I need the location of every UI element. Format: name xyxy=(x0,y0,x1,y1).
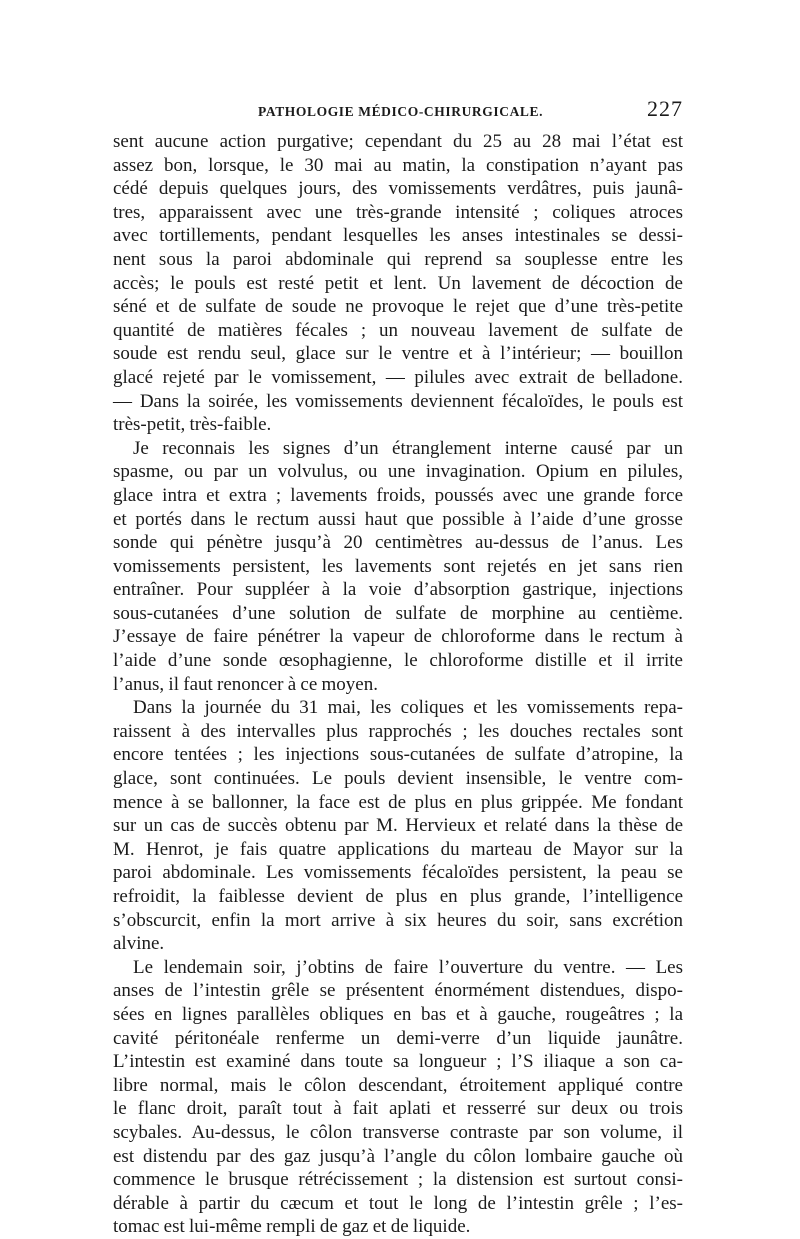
text-line: très-petit, très-faible. xyxy=(113,414,272,436)
text-line: refroidit, la faiblesse devient de plus en plus grande, l’intelligence xyxy=(113,886,683,907)
paragraph xyxy=(113,956,683,1239)
text-line: mence à se ballonner, la face est de plus en plus grippée. Me fondant xyxy=(113,791,683,813)
page-header xyxy=(113,96,683,126)
text-line: est distendu par des gaz jusqu’à l’angle du côlon lombaire gauche où xyxy=(113,1145,683,1167)
text-line: cavité péritonéale renferme un demi-verre d’un liquide jaunâtre. xyxy=(113,1027,683,1049)
text-line: soude est rendu seul, glace sur le ventre et à l’intérieur; — bouillon xyxy=(113,343,683,365)
text-line: sur un cas de succès obtenu par M. Hervieux et relaté dans la thèse de xyxy=(113,815,683,837)
text-line: raissent à des intervalles plus rapprochés ; les douches rectales sont xyxy=(113,720,683,742)
text-line: glace, sont continuées. Le pouls devient insensible, le ventre com- xyxy=(113,768,683,790)
text-line: l’anus, il faut renoncer à ce moyen. xyxy=(113,673,378,695)
text-line: Dans la journée du 31 mai, les coliques et les vomissements repa- xyxy=(133,697,683,719)
text-line: vomissements persistent, les lavements sont rejetés en jet sans rien xyxy=(113,555,683,577)
text-line: entraîner. Pour suppléer à la voie d’absorption gastrique, injections xyxy=(113,579,683,601)
text-line: commence le brusque rétrécissement ; la distension est surtout consi- xyxy=(113,1169,683,1191)
text-line: accès; le pouls est resté petit et lent. Un lavement de décoction de xyxy=(113,272,683,294)
text-line: sent aucune action purgative; cependant du 25 au 28 mai l’état est xyxy=(113,131,683,152)
text-line: tomac est lui-même rempli de gaz et de liquide. xyxy=(113,1216,471,1238)
body-text xyxy=(113,130,683,1239)
text-line: spasme, ou par un volvulus, ou une invagination. Opium en pilules, xyxy=(113,461,683,483)
text-line: glace intra et extra ; lavements froids, poussés avec une grande force xyxy=(113,484,683,506)
text-line: nent sous la paroi abdominale qui reprend sa souplesse entre les xyxy=(113,248,683,270)
text-line: scybales. Au-dessus, le côlon transverse contraste par son volume, il xyxy=(113,1121,683,1143)
text-line: alvine. xyxy=(113,933,165,955)
paragraph xyxy=(113,437,683,697)
text-line: libre normal, mais le côlon descendant, étroitement appliqué contre xyxy=(113,1074,683,1096)
text-line: encore tentées ; les injections sous-cutanées de sulfate d’atropine, la xyxy=(113,744,683,766)
page-number: 227 xyxy=(647,96,683,121)
text-line: tres, apparaissent avec une très-grande intensité ; coliques atroces xyxy=(113,201,683,223)
text-line: assez bon, lorsque, le 30 mai au matin, la constipation n’ayant pas xyxy=(113,154,683,176)
text-line: s’obscurcit, enfin la mort arrive à six heures du soir, sans excrétion xyxy=(113,909,683,931)
text-line: avec tortillements, pendant lesquelles les anses intestinales se dessi- xyxy=(113,225,683,247)
text-line: Je reconnais les signes d’un étranglement interne causé par un xyxy=(133,437,683,459)
text-line: L’intestin est examiné dans toute sa longueur ; l’S iliaque a son ca- xyxy=(113,1051,683,1073)
paragraph xyxy=(113,696,683,956)
text-line: et portés dans le rectum aussi haut que possible à l’aide d’une grosse xyxy=(113,508,683,530)
text-line: — Dans la soirée, les vomissements deviennent fécaloïdes, le pouls est xyxy=(113,390,683,412)
text-line: le flanc droit, paraît tout à fait aplati et resserré sur deux ou trois xyxy=(113,1098,683,1120)
text-line: l’aide d’une sonde œsophagienne, le chloroforme distille et il irrite xyxy=(113,650,683,672)
text-line: glacé rejeté par le vomissement, — pilules avec extrait de belladone. xyxy=(113,366,683,388)
text-line: Le lendemain soir, j’obtins de faire l’ouverture du ventre. — Les xyxy=(133,956,683,978)
text-line: sées en lignes parallèles obliques en bas et à gauche, rougeâtres ; la xyxy=(113,1003,683,1025)
running-title: PATHOLOGIE MÉDICO-CHIRURGICALE. xyxy=(258,104,544,119)
text-line: quantité de matières fécales ; un nouveau lavement de sulfate de xyxy=(113,319,683,341)
text-line: J’essaye de faire pénétrer la vapeur de chloroforme dans le rectum à xyxy=(113,626,683,648)
text-line: M. Henrot, je fais quatre applications du marteau de Mayor sur la xyxy=(113,838,683,860)
text-line: paroi abdominale. Les vomissements fécaloïdes persistent, la peau se xyxy=(113,862,683,884)
paragraph xyxy=(113,130,683,437)
text-line: anses de l’intestin grêle se présentent énormément distendues, dispo- xyxy=(113,980,683,1002)
text-line: cédé depuis quelques jours, des vomissements verdâtres, puis jaunâ- xyxy=(113,178,683,200)
text-line: sous-cutanées d’une solution de sulfate de morphine au centième. xyxy=(113,602,683,624)
text-line: dérable à partir du cæcum et tout le long de l’intestin grêle ; l’es- xyxy=(113,1192,683,1214)
text-line: sonde qui pénètre jusqu’à 20 centimètres au-dessus de l’anus. Les xyxy=(113,532,683,554)
text-line: séné et de sulfate de soude ne provoque le rejet que d’une très-petite xyxy=(113,296,683,318)
